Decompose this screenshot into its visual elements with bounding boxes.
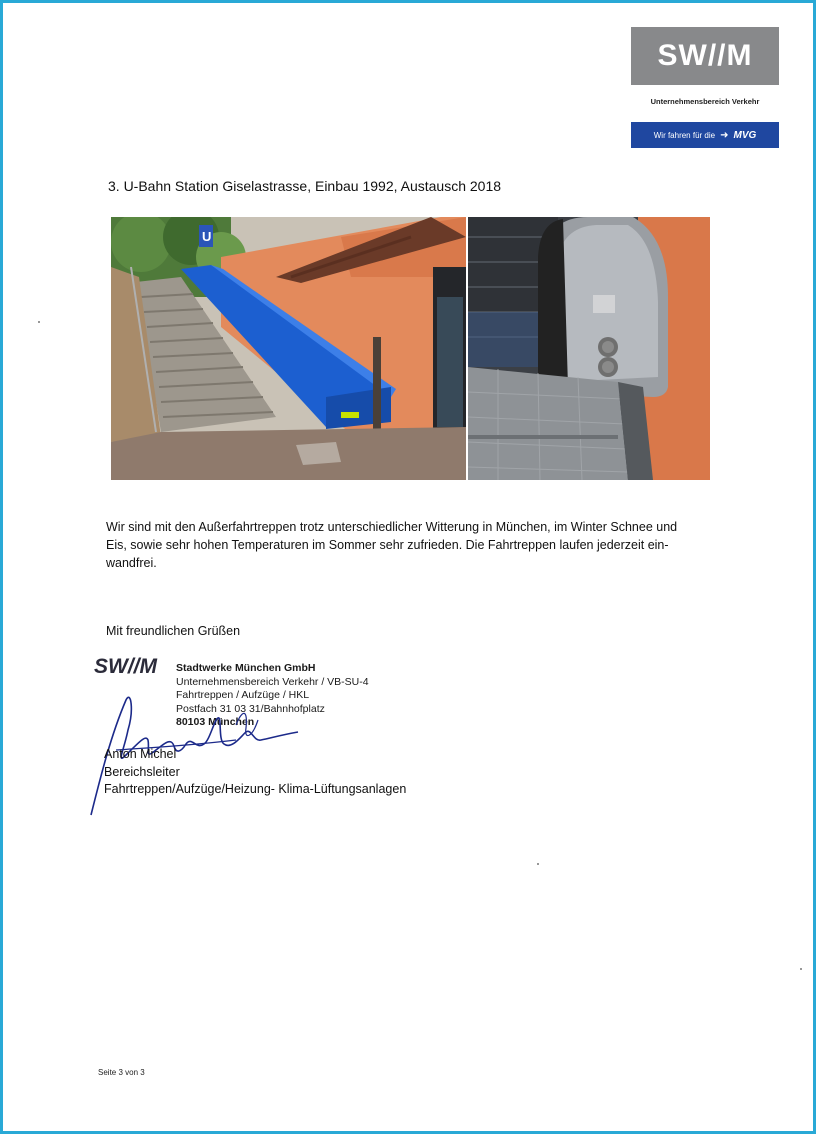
- body-paragraph: [106, 518, 721, 572]
- swm-logo-text: SW//M: [657, 39, 753, 72]
- svg-text:U: U: [202, 229, 212, 244]
- stamp-line: Postfach 31 03 31/Bahnhofplatz: [176, 702, 325, 715]
- division-label: Unternehmensbereich Verkehr: [650, 97, 760, 106]
- scan-speck: [800, 968, 802, 970]
- stamp-logo: SW//M: [94, 655, 157, 678]
- stamp-line: Stadtwerke München GmbH: [176, 662, 316, 674]
- escalator-photo-2: [468, 217, 710, 480]
- company-stamp: [176, 662, 369, 730]
- body-line: Wir sind mit den Außerfahrtreppen trotz unterschiedlicher Witterung in München, im Winter Schnee und: [106, 520, 678, 534]
- signer-department: Fahrtreppen/Aufzüge/Heizung- Klima-Lüftungsanlagen: [104, 782, 407, 796]
- signer-name: Anton Michel: [104, 747, 177, 761]
- mvg-swoosh-icon: ➜: [720, 129, 729, 141]
- signer-title: Bereichsleiter: [104, 764, 180, 779]
- closing-greeting: Mit freundlichen Grüßen: [106, 624, 241, 638]
- stamp-line: 80103 München: [176, 716, 255, 728]
- swm-logo: [631, 27, 779, 85]
- stamp-line: Fahrtreppen / Aufzüge / HKL: [176, 689, 310, 701]
- mvg-tagline: Wir fahren für die: [653, 130, 716, 140]
- mvg-brand: MVG: [733, 129, 757, 141]
- scan-speck: [537, 863, 539, 865]
- stamp-line: Unternehmensbereich Verkehr / VB-SU-4: [176, 675, 369, 688]
- mvg-banner: [631, 122, 779, 148]
- section-heading: 3. U-Bahn Station Giselastrasse, Einbau 1992, Austausch 2018: [108, 178, 502, 194]
- body-line: wandfrei.: [106, 556, 157, 570]
- scan-speck: [38, 321, 40, 323]
- body-line: Eis, sowie sehr hohen Temperaturen im Sommer sehr zufrieden. Die Fahrtreppen laufen jederzeit ein-: [106, 538, 669, 552]
- signer-block: [104, 746, 406, 799]
- page-number: Seite 3 von 3: [98, 1068, 145, 1077]
- escalator-photo-1: [111, 217, 466, 480]
